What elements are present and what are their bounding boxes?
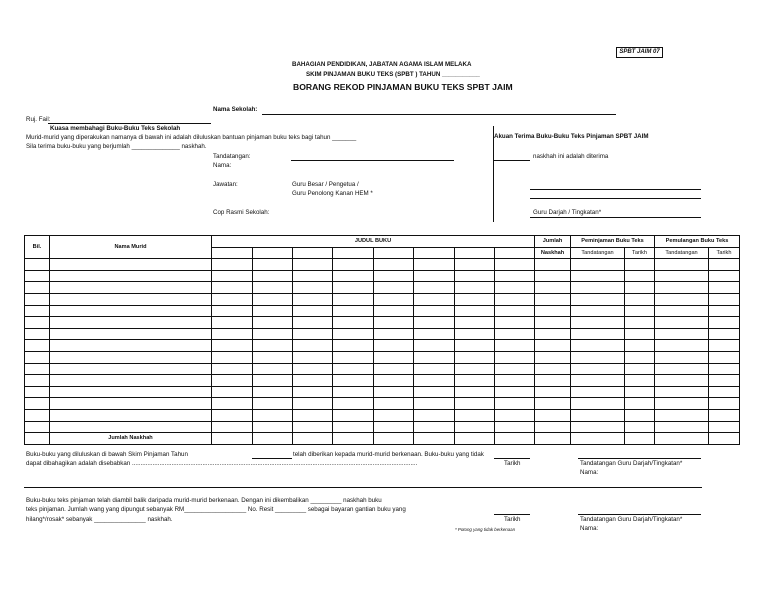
table-cell[interactable] (535, 293, 571, 305)
table-cell[interactable] (625, 305, 655, 317)
table-cell[interactable] (293, 270, 333, 282)
table-cell[interactable] (50, 317, 212, 329)
table-cell[interactable] (455, 270, 495, 282)
return-teacher-sign-field[interactable] (578, 514, 701, 515)
table-cell[interactable] (625, 317, 655, 329)
table-cell[interactable] (655, 375, 709, 387)
table-cell[interactable] (253, 293, 293, 305)
table-cell[interactable] (414, 270, 455, 282)
return-teacher-sign-label: Tandatangan Guru Darjah/Tingkatan* (580, 516, 683, 523)
table-cell[interactable] (333, 421, 374, 433)
table-cell[interactable] (50, 409, 212, 421)
table-cell[interactable] (212, 351, 253, 363)
table-cell[interactable] (212, 317, 253, 329)
table-cell[interactable] (212, 270, 253, 282)
return-line-2: teks pinjaman. Jumlah wang yang dipungut sebanyak RM__________________ No. Resit _________ sebagai bayaran gantian buku yang (26, 506, 406, 513)
table-row (25, 351, 740, 363)
table-cell[interactable] (709, 421, 740, 433)
table-cell[interactable] (709, 375, 740, 387)
table-row (25, 259, 740, 271)
table-cell[interactable] (455, 351, 495, 363)
table-cell[interactable] (414, 398, 455, 410)
table-cell[interactable] (414, 305, 455, 317)
table-cell[interactable] (25, 317, 50, 329)
table-cell[interactable] (535, 375, 571, 387)
position-label: Jawatan: (213, 181, 238, 188)
table-cell[interactable] (333, 386, 374, 398)
name-label: Nama: (213, 162, 232, 169)
col-return-header: Pemulangan Buku Teks (655, 236, 740, 248)
table-cell[interactable] (655, 282, 709, 294)
acknowledgement-heading: Akuan Terima Buku-Buku Teks Pinjaman SPBT JAIM (494, 133, 649, 140)
table-cell[interactable] (25, 282, 50, 294)
table-row (25, 375, 740, 387)
table-row (25, 363, 740, 375)
table-cell[interactable] (571, 351, 625, 363)
table-cell[interactable] (293, 375, 333, 387)
return-signature-subheader: Tandatangan (655, 247, 709, 259)
table-cell[interactable] (455, 363, 495, 375)
table-cell[interactable] (50, 363, 212, 375)
table-row (25, 398, 740, 410)
table-cell[interactable] (212, 293, 253, 305)
table-cell[interactable] (625, 328, 655, 340)
table-cell[interactable] (25, 375, 50, 387)
ack-name-field[interactable] (530, 198, 701, 199)
table-cell[interactable] (455, 282, 495, 294)
table-cell[interactable] (333, 293, 374, 305)
table-cell[interactable] (333, 305, 374, 317)
table-cell[interactable] (495, 375, 535, 387)
col-total-header: Jumlah (535, 236, 571, 248)
table-cell[interactable] (333, 409, 374, 421)
table-cell[interactable] (495, 328, 535, 340)
table-cell[interactable] (625, 351, 655, 363)
table-cell[interactable] (212, 305, 253, 317)
loan-name-label: Nama: (580, 469, 599, 476)
table-cell[interactable] (495, 398, 535, 410)
loan-teacher-sign-field[interactable] (578, 458, 701, 459)
table-cell[interactable] (212, 421, 253, 433)
table-cell[interactable] (374, 421, 414, 433)
col-books-header: JUDUL BUKU (212, 236, 535, 248)
table-cell[interactable] (709, 328, 740, 340)
table-row (25, 282, 740, 294)
table-row (25, 305, 740, 317)
table-cell[interactable] (374, 398, 414, 410)
table-cell[interactable] (535, 270, 571, 282)
table-cell[interactable] (50, 305, 212, 317)
table-cell[interactable] (414, 340, 455, 352)
file-ref-label: Ruj. Fail: (26, 116, 51, 123)
return-line-1: Buku-buku teks pinjaman telah diambil balik daripada murid-murid berkenaan. Dengan ini dikembalikan _________ naskhah buku (26, 497, 382, 504)
table-cell[interactable] (414, 421, 455, 433)
received-text: naskhah ini adalah diterima (533, 153, 609, 160)
table-cell[interactable] (414, 363, 455, 375)
table-cell[interactable] (50, 293, 212, 305)
table-cell[interactable] (253, 363, 293, 375)
school-name-field[interactable] (262, 114, 616, 115)
table-row (25, 328, 740, 340)
table-cell[interactable] (709, 317, 740, 329)
table-cell[interactable] (495, 340, 535, 352)
table-cell[interactable] (455, 386, 495, 398)
table-cell[interactable] (50, 375, 212, 387)
table-cell[interactable] (535, 259, 571, 271)
table-cell[interactable] (455, 375, 495, 387)
table-cell[interactable] (535, 363, 571, 375)
table-cell[interactable] (571, 363, 625, 375)
file-ref-field[interactable] (48, 123, 211, 124)
table-cell[interactable] (212, 259, 253, 271)
ack-teacher-label: Guru Darjah / Tingkatan* (533, 209, 602, 216)
table-cell[interactable] (374, 340, 414, 352)
table-cell[interactable] (50, 386, 212, 398)
table-cell[interactable] (50, 351, 212, 363)
total-row-label: Jumlah Naskhah (50, 433, 212, 445)
table-cell[interactable] (571, 282, 625, 294)
table-cell[interactable] (495, 282, 535, 294)
table-cell[interactable] (374, 293, 414, 305)
table-cell[interactable] (455, 317, 495, 329)
table-cell[interactable] (50, 421, 212, 433)
table-cell[interactable] (709, 409, 740, 421)
table-cell[interactable] (50, 398, 212, 410)
table-cell[interactable] (571, 270, 625, 282)
table-cell[interactable] (414, 386, 455, 398)
table-cell[interactable] (333, 398, 374, 410)
stamp-label: Cop Rasmi Sekolah: (213, 209, 270, 216)
loan-signature-subheader: Tandatangan (571, 247, 625, 259)
table-cell[interactable] (625, 340, 655, 352)
loan-date-subheader: Tarikh (625, 247, 655, 259)
loan-teacher-sign-label: Tandatangan Guru Darjah/Tingkatan* (580, 460, 683, 467)
table-cell[interactable] (535, 305, 571, 317)
table-cell[interactable] (455, 328, 495, 340)
table-cell[interactable] (293, 351, 333, 363)
table-cell[interactable] (625, 363, 655, 375)
table-cell[interactable] (253, 305, 293, 317)
table-cell[interactable] (655, 305, 709, 317)
return-name-label: Nama: (580, 525, 599, 532)
table-cell[interactable] (374, 375, 414, 387)
table-cell[interactable] (455, 421, 495, 433)
table-body (25, 259, 740, 433)
table-cell[interactable] (414, 293, 455, 305)
table-cell[interactable] (571, 398, 625, 410)
table-cell[interactable] (374, 282, 414, 294)
table-cell[interactable] (293, 398, 333, 410)
section-divider (493, 126, 494, 222)
table-row (25, 293, 740, 305)
table-cell[interactable] (253, 351, 293, 363)
return-date-label: Tarikh (504, 516, 521, 523)
table-cell[interactable] (212, 398, 253, 410)
table-cell[interactable] (333, 270, 374, 282)
table-cell[interactable] (414, 328, 455, 340)
table-cell[interactable] (293, 363, 333, 375)
table-cell[interactable] (333, 375, 374, 387)
signature-field[interactable] (291, 160, 454, 161)
table-cell[interactable] (253, 340, 293, 352)
col-total-subheader: Naskhah (535, 247, 571, 259)
loan-date-field[interactable] (494, 458, 530, 459)
table-cell[interactable] (293, 282, 333, 294)
table-cell[interactable] (455, 259, 495, 271)
ack-teacher-field[interactable] (530, 217, 701, 218)
footnote: * Potong yang tidak berkenaan (455, 527, 516, 532)
table-cell[interactable] (495, 351, 535, 363)
table-cell[interactable] (495, 363, 535, 375)
table-cell[interactable] (253, 386, 293, 398)
department-heading: BAHAGIAN PENDIDIKAN, JABATAN AGAMA ISLAM MELAKA (292, 61, 472, 68)
table-cell[interactable] (212, 375, 253, 387)
return-line-3: hilang*/rosak* sebanyak _______________ naskhah. (26, 516, 173, 523)
table-cell[interactable] (374, 363, 414, 375)
table-cell[interactable] (333, 328, 374, 340)
table-cell[interactable] (655, 270, 709, 282)
table-cell[interactable] (414, 282, 455, 294)
table-cell[interactable] (25, 351, 50, 363)
table-cell[interactable] (709, 386, 740, 398)
table-cell[interactable] (293, 305, 333, 317)
table-cell[interactable] (625, 282, 655, 294)
table-cell[interactable] (535, 409, 571, 421)
table-row (25, 317, 740, 329)
table-cell[interactable] (655, 259, 709, 271)
table-cell[interactable] (25, 386, 50, 398)
table-cell[interactable] (25, 259, 50, 271)
table-cell[interactable] (625, 398, 655, 410)
table-cell[interactable] (625, 293, 655, 305)
table-cell[interactable] (25, 305, 50, 317)
table-cell[interactable] (625, 375, 655, 387)
table-cell[interactable] (455, 293, 495, 305)
table-cell[interactable] (253, 375, 293, 387)
table-cell[interactable] (535, 328, 571, 340)
col-no-header: Bil. (25, 236, 50, 259)
table-cell[interactable] (374, 409, 414, 421)
table-cell[interactable] (709, 340, 740, 352)
table-cell[interactable] (25, 421, 50, 433)
record-table (24, 235, 740, 445)
table-cell[interactable] (50, 270, 212, 282)
table-cell[interactable] (50, 328, 212, 340)
received-count-field[interactable] (494, 160, 530, 161)
table-cell[interactable] (25, 340, 50, 352)
table-cell[interactable] (571, 305, 625, 317)
table-cell[interactable] (535, 351, 571, 363)
table-cell[interactable] (293, 421, 333, 433)
table-cell[interactable] (293, 317, 333, 329)
table-cell[interactable] (333, 363, 374, 375)
table-cell[interactable] (414, 317, 455, 329)
table-cell[interactable] (374, 317, 414, 329)
table-cell[interactable] (455, 409, 495, 421)
table-cell[interactable] (709, 270, 740, 282)
table-cell[interactable] (655, 317, 709, 329)
table-cell[interactable] (571, 293, 625, 305)
table-cell[interactable] (212, 340, 253, 352)
table-cell[interactable] (333, 351, 374, 363)
table-cell[interactable] (535, 421, 571, 433)
table-cell[interactable] (709, 305, 740, 317)
table-cell[interactable] (212, 363, 253, 375)
table-cell[interactable] (535, 398, 571, 410)
table-cell[interactable] (25, 398, 50, 410)
table-cell[interactable] (571, 328, 625, 340)
table-cell[interactable] (253, 421, 293, 433)
table-cell[interactable] (414, 259, 455, 271)
table-cell[interactable] (212, 409, 253, 421)
table-cell[interactable] (25, 328, 50, 340)
table-cell[interactable] (495, 386, 535, 398)
table-cell[interactable] (655, 398, 709, 410)
position-option-1: Guru Besar / Pengetua / (292, 181, 359, 188)
table-cell[interactable] (374, 351, 414, 363)
table-cell[interactable] (655, 421, 709, 433)
position-option-2: Guru Penolong Kanan HEM * (292, 190, 373, 197)
table-cell[interactable] (50, 282, 212, 294)
table-cell[interactable] (293, 340, 333, 352)
table-cell[interactable] (495, 317, 535, 329)
form-code: SPBT JAIM 07 (616, 47, 663, 58)
table-cell[interactable] (495, 421, 535, 433)
table-cell[interactable] (625, 421, 655, 433)
loan-line-2: dapat dibahagikan adalah disebabkan ...................................................................................................................................................................... (26, 460, 418, 467)
table-cell[interactable] (455, 398, 495, 410)
table-cell[interactable] (212, 328, 253, 340)
table-cell[interactable] (655, 386, 709, 398)
table-cell[interactable] (212, 386, 253, 398)
table-cell[interactable] (535, 340, 571, 352)
table-cell[interactable] (414, 409, 455, 421)
col-loan-header: Peminjaman Buku Teks (571, 236, 655, 248)
table-cell[interactable] (253, 398, 293, 410)
table-cell[interactable] (253, 270, 293, 282)
loan-line-1a: Buku-buku yang diluluskan di bawah Skim Pinjaman Tahun (26, 451, 188, 458)
table-cell[interactable] (571, 386, 625, 398)
table-cell[interactable] (414, 351, 455, 363)
table-cell[interactable] (625, 386, 655, 398)
table-cell[interactable] (212, 282, 253, 294)
col-name-header: Nama Murid (50, 236, 212, 259)
table-cell[interactable] (293, 328, 333, 340)
table-cell[interactable] (655, 363, 709, 375)
table-row (25, 409, 740, 421)
loan-date-label: Tarikh (504, 460, 521, 467)
loan-year-field[interactable] (252, 458, 292, 459)
table-cell[interactable] (293, 409, 333, 421)
table-cell[interactable] (25, 270, 50, 282)
table-cell[interactable] (253, 259, 293, 271)
table-cell[interactable] (25, 293, 50, 305)
table-cell[interactable] (535, 386, 571, 398)
table-cell[interactable] (709, 398, 740, 410)
table-cell[interactable] (709, 363, 740, 375)
table-cell[interactable] (625, 409, 655, 421)
table-cell[interactable] (374, 386, 414, 398)
table-cell[interactable] (293, 386, 333, 398)
table-cell[interactable] (253, 409, 293, 421)
table-cell[interactable] (333, 282, 374, 294)
return-date-field[interactable] (494, 514, 530, 515)
table-cell[interactable] (655, 293, 709, 305)
table-cell[interactable] (455, 340, 495, 352)
table-cell[interactable] (709, 351, 740, 363)
authority-line-2: Sila terima buku-buku yang berjumlah ______________ naskhah. (26, 143, 207, 150)
table-cell[interactable] (293, 259, 333, 271)
table-cell[interactable] (253, 328, 293, 340)
table-cell[interactable] (571, 409, 625, 421)
signature-label: Tandatangan: (213, 153, 251, 160)
table-cell[interactable] (374, 259, 414, 271)
table-cell[interactable] (709, 293, 740, 305)
table-row (25, 421, 740, 433)
table-cell[interactable] (293, 293, 333, 305)
table-cell[interactable] (495, 293, 535, 305)
table-row (25, 386, 740, 398)
table-cell[interactable] (414, 375, 455, 387)
table-cell[interactable] (253, 317, 293, 329)
page-title: BORANG REKOD PINJAMAN BUKU TEKS SPBT JAIM (293, 82, 513, 92)
section-separator (24, 487, 702, 488)
table-cell[interactable] (625, 259, 655, 271)
table-cell[interactable] (25, 409, 50, 421)
table-cell[interactable] (50, 340, 212, 352)
table-cell[interactable] (709, 259, 740, 271)
table-cell[interactable] (655, 351, 709, 363)
table-cell[interactable] (333, 340, 374, 352)
table-cell[interactable] (571, 259, 625, 271)
table-cell[interactable] (571, 375, 625, 387)
table-cell[interactable] (655, 340, 709, 352)
table-cell[interactable] (374, 328, 414, 340)
table-cell[interactable] (374, 270, 414, 282)
table-row (25, 340, 740, 352)
table-cell[interactable] (571, 421, 625, 433)
table-cell[interactable] (495, 305, 535, 317)
table-cell[interactable] (253, 282, 293, 294)
table-cell[interactable] (571, 317, 625, 329)
table-cell[interactable] (50, 259, 212, 271)
return-date-subheader: Tarikh (709, 247, 740, 259)
table-cell[interactable] (374, 305, 414, 317)
school-name-label: Nama Sekolah: (213, 106, 258, 113)
table-cell[interactable] (655, 409, 709, 421)
table-cell[interactable] (455, 305, 495, 317)
table-cell[interactable] (709, 282, 740, 294)
table-cell[interactable] (333, 317, 374, 329)
table-cell[interactable] (535, 282, 571, 294)
table-cell[interactable] (495, 270, 535, 282)
ack-signature-field[interactable] (530, 189, 701, 190)
table-cell[interactable] (495, 259, 535, 271)
table-cell[interactable] (625, 270, 655, 282)
table-cell[interactable] (25, 363, 50, 375)
table-cell[interactable] (535, 317, 571, 329)
scheme-heading: SKIM PINJAMAN BUKU TEKS (SPBT ) TAHUN ___________ (306, 71, 480, 78)
authority-line-1: Murid-murid yang diperakukan namanya di bawah ini adalah diluluskan bantuan pinjaman buku teks bagi tahun _______ (26, 134, 357, 141)
table-cell[interactable] (495, 409, 535, 421)
table-cell[interactable] (571, 340, 625, 352)
authority-heading: Kuasa membahagi Buku-Buku Teks Sekolah (50, 125, 181, 132)
table-cell[interactable] (333, 259, 374, 271)
table-cell[interactable] (655, 328, 709, 340)
table-row (25, 270, 740, 282)
loan-line-1b: telah diberikan kepada murid-murid berkenaan. Buku-buku yang tidak (293, 451, 484, 458)
